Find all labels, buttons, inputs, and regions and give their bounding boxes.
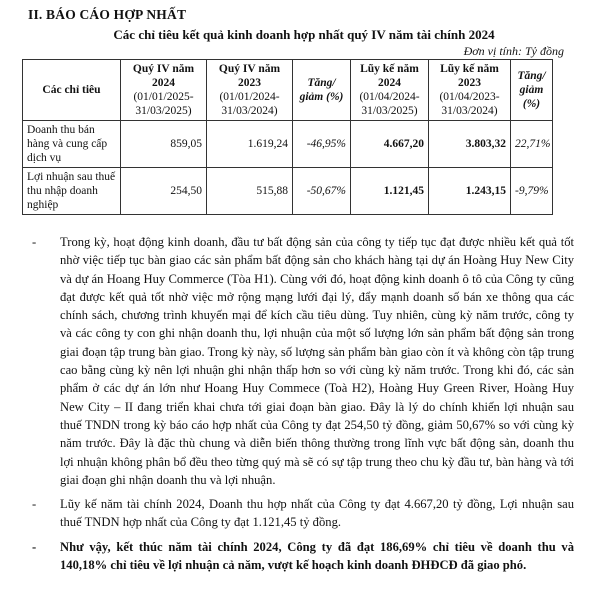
header-q4-2024: Quý IV năm 2024 (01/01/2025-31/03/2025) xyxy=(121,60,207,121)
paragraph-text: Trong kỳ, hoạt động kinh doanh, đầu tư bất động sản của công ty tiếp tục đạt được nhiều kết quả tốt nhờ việc tiếp tục bàn giao các sản phẩm bất động sản cho khách hàng tại dự án Hoàng Huy New City và dự án Hoang Huy Commerce (Tòa H1). Cùng với đó, hoạt động kinh doanh ô tô của Công ty cũng đạt được kết quả tốt nhờ việc mở rộng mạng lưới đại lý, đẩy mạnh doanh số bán xe thông qua các chính sách, chương trình khuyến mại để kích cầu tiêu dùng. Tuy nhiên, cùng kỳ năm trước, công ty và các công ty con ghi nhận doanh thu, lợi nhuận của một số lượng lớn sản phẩm bất động sản trong giai đoạn tập trung bàn giao. Trong kỳ này, số lượng sản phẩm bàn giao còn ít và không còn tập trung cao bằng cùng kỳ nên lợi nhuận ghi nhận thấp hơn so với cùng kỳ năm trước. Trong khi đó, các sản phẩm ở các dự án lớn như Hoang Huy Commece (Toà H2), Hoàng Huy Green River, Hoàng Huy New City – II đang triển khai chưa tới giai đoạn bàn giao. Đây là lý do chính khiến lợi nhuận sau thuế TNDN trong kỳ báo cáo hợp nhất của Công ty đạt 254,50 tỷ đồng, giảm 50,67% so với cùng kỳ năm trước. Đây là đặc thù chung và diễn biến thông thường trong lĩnh vực bất động sản, doanh thu lợi nhuận không phân bổ đều theo từng quý mà sẽ có sự tập trung theo chu kỳ đầu tư, bàn hàng và tới giai đoạn ghi nhận doanh thu và lợi nhuận. xyxy=(60,235,574,487)
cell-ytd-2024: 1.121,45 xyxy=(351,168,429,215)
header-change-quarter: Tăng/ giảm (%) xyxy=(293,60,351,121)
paragraph-conclusion xyxy=(22,538,586,575)
paragraph-text: Như vậy, kết thúc năm tài chính 2024, Công ty đã đạt 186,69% chỉ tiêu về doanh thu và 140,18% chỉ tiêu về lợi nhuận cả năm, vượt kế hoạch kinh doanh ĐHĐCĐ đã giao phó. xyxy=(60,539,574,573)
cell-q4-2024: 254,50 xyxy=(121,168,207,215)
cell-change-ytd: -9,79% xyxy=(511,168,553,215)
paragraph-ytd xyxy=(22,495,586,532)
cell-q4-2024: 859,05 xyxy=(121,121,207,168)
cell-change-quarter: -46,95% xyxy=(293,121,351,168)
header-q4-2023: Quý IV năm 2023 (01/01/2024-31/03/2024) xyxy=(207,60,293,121)
cell-change-ytd: 22,71% xyxy=(511,121,553,168)
paragraph-analysis xyxy=(22,233,586,489)
results-table xyxy=(22,59,553,215)
table-header-row xyxy=(23,60,553,121)
cell-change-quarter: -50,67% xyxy=(293,168,351,215)
header-ytd-2023: Lũy kế năm 2023 (01/04/2023-31/03/2024) xyxy=(429,60,511,121)
bullet-dash: - xyxy=(32,539,37,554)
cell-ytd-2024: 4.667,20 xyxy=(351,121,429,168)
header-change-ytd: Tăng/ giảm (%) xyxy=(511,60,553,121)
header-indicator: Các chỉ tiêu xyxy=(23,60,121,121)
header-ytd-2024: Lũy kế năm 2024 (01/04/2024-31/03/2025) xyxy=(351,60,429,121)
paragraph-text: Lũy kế năm tài chính 2024, Doanh thu hợp nhất của Công ty đạt 4.667,20 tỷ đồng, Lợi nhuận sau thuế TNDN hợp nhất của Công ty đạt 1.121,45 tỷ đồng. xyxy=(60,497,574,530)
bullet-dash: - xyxy=(32,497,37,512)
table-subtitle: Các chỉ tiêu kết quả kinh doanh hợp nhất quý IV năm tài chính 2024 xyxy=(113,27,495,42)
unit-label: Đơn vị tính: Tỷ đồng xyxy=(463,44,564,58)
table-row xyxy=(23,121,553,168)
row-indicator: Lợi nhuận sau thuế thu nhập doanh nghiệp xyxy=(23,168,121,215)
row-indicator: Doanh thu bán hàng và cung cấp dịch vụ xyxy=(23,121,121,168)
table-row xyxy=(23,168,553,215)
bullet-dash: - xyxy=(32,235,37,249)
commentary xyxy=(22,233,586,574)
section-title: II. BÁO CÁO HỢP NHẤT xyxy=(28,7,187,22)
cell-ytd-2023: 1.243,15 xyxy=(429,168,511,215)
cell-ytd-2023: 3.803,32 xyxy=(429,121,511,168)
cell-q4-2023: 1.619,24 xyxy=(207,121,293,168)
cell-q4-2023: 515,88 xyxy=(207,168,293,215)
